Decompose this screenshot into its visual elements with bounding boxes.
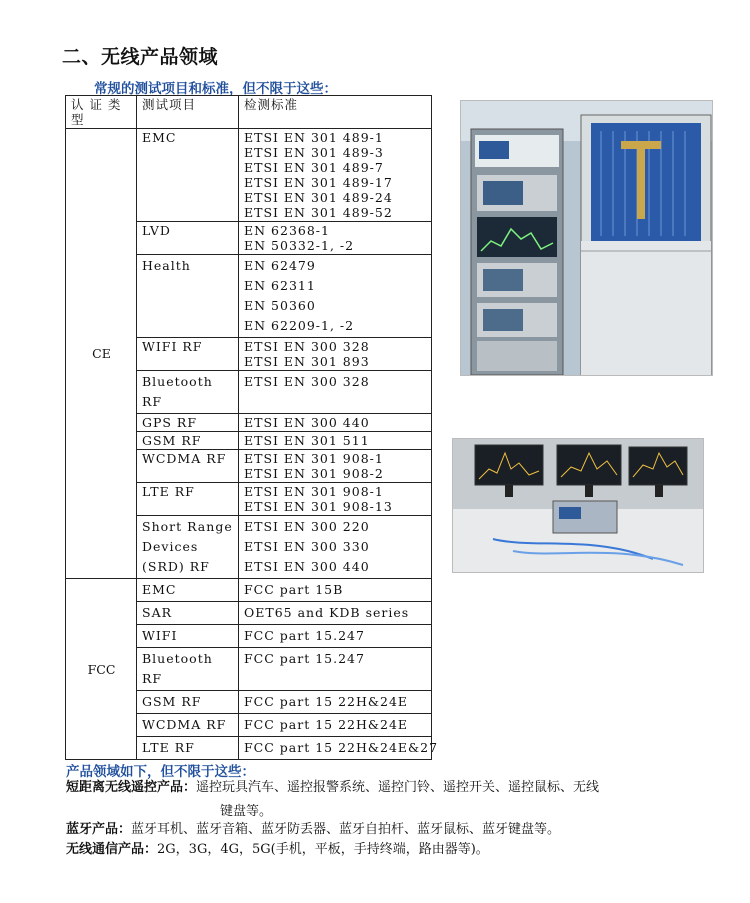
test-item-cell: LTE RF <box>137 737 239 760</box>
domain-item-wireless-comm <box>66 840 489 860</box>
standard-line: ETSI EN 300 220 <box>244 519 370 534</box>
standard-line: OET65 and KDB series <box>244 605 410 620</box>
test-item-cell: Bluetooth RF <box>137 648 239 691</box>
table-header-cell: 认 证 类 型 <box>66 96 137 129</box>
test-item-cell: SAR <box>137 602 239 625</box>
standard-line: EN 50360 <box>244 298 316 313</box>
test-item-cell: Bluetooth RF <box>137 371 239 414</box>
standard-cell <box>239 222 432 255</box>
standard-line: FCC part 15 22H&24E <box>244 694 409 709</box>
table-row <box>66 579 432 602</box>
domain-item-continuation: 键盘等。 <box>220 804 273 819</box>
domain-label: 无线通信产品： <box>66 842 158 857</box>
certification-type-cell: FCC <box>66 579 137 760</box>
domain-item-short-range <box>66 778 599 798</box>
spectrum-monitor-bench-photo <box>452 438 704 573</box>
table-header-cell: 测试项目 <box>137 96 239 129</box>
standard-line: ETSI EN 301 893 <box>244 354 370 369</box>
standard-cell <box>239 414 432 432</box>
certification-type-cell: CE <box>66 129 137 579</box>
table-header-cell: 检测标准 <box>239 96 432 129</box>
standard-cell <box>239 255 432 338</box>
section-heading: 二、无线产品领域 <box>62 46 219 68</box>
standard-line: ETSI EN 301 908-1 <box>244 451 384 466</box>
standard-line: ETSI EN 300 328 <box>244 374 370 389</box>
test-item-cell: EMC <box>137 579 239 602</box>
standard-line: FCC part 15 22H&24E <box>244 717 409 732</box>
standard-line: ETSI EN 301 489-17 <box>244 175 393 190</box>
test-item-cell: GPS RF <box>137 414 239 432</box>
test-item-cell: WIFI RF <box>137 338 239 371</box>
table-header-row <box>66 96 432 129</box>
table-caption: 常规的测试项目和标准，但不限于这些： <box>94 81 337 97</box>
test-item-cell: LTE RF <box>137 483 239 516</box>
standard-line: ETSI EN 300 328 <box>244 339 370 354</box>
test-item-cell: EMC <box>137 129 239 222</box>
domain-label: 短距离无线遥控产品： <box>66 780 197 795</box>
domain-text: 遥控玩具汽车、遥控报警系统、遥控门铃、遥控开关、遥控鼠标、无线 <box>196 780 600 795</box>
standard-cell <box>239 691 432 714</box>
standard-cell <box>239 516 432 579</box>
standard-line: EN 62311 <box>244 278 316 293</box>
test-item-cell: WCDMA RF <box>137 450 239 483</box>
certification-table <box>65 95 439 760</box>
test-item-cell: WIFI <box>137 625 239 648</box>
standard-cell <box>239 714 432 737</box>
standard-cell <box>239 579 432 602</box>
standard-line: ETSI EN 300 440 <box>244 559 370 574</box>
standard-cell <box>239 338 432 371</box>
standard-cell <box>239 450 432 483</box>
test-item-cell: Short Range Devices (SRD) RF <box>137 516 239 579</box>
standard-line: ETSI EN 301 908-13 <box>244 499 393 514</box>
standard-cell <box>239 371 432 414</box>
standard-line: ETSI EN 301 489-3 <box>244 145 384 160</box>
standard-cell <box>239 648 432 691</box>
standard-cell <box>239 602 432 625</box>
table-row <box>66 129 432 222</box>
standard-line: ETSI EN 301 511 <box>244 433 370 448</box>
standard-cell <box>239 432 432 450</box>
standard-line: ETSI EN 301 908-2 <box>244 466 384 481</box>
standard-line: ETSI EN 301 908-1 <box>244 484 384 499</box>
standard-line: ETSI EN 300 330 <box>244 539 370 554</box>
standard-line: FCC part 15.247 <box>244 651 365 666</box>
standard-line: ETSI EN 301 489-24 <box>244 190 393 205</box>
domain-label: 蓝牙产品： <box>66 822 132 837</box>
test-item-cell: LVD <box>137 222 239 255</box>
product-domains-heading: 产品领域如下，但不限于这些： <box>66 764 255 780</box>
standard-line: EN 62209-1, -2 <box>244 318 355 333</box>
test-item-cell: GSM RF <box>137 432 239 450</box>
standard-cell <box>239 483 432 516</box>
standard-line: FCC part 15B <box>244 582 344 597</box>
standard-line: FCC part 15 22H&24E&27 <box>244 740 439 755</box>
standard-cell <box>239 737 439 760</box>
domain-text: 蓝牙耳机、蓝牙音箱、蓝牙防丢器、蓝牙自拍杆、蓝牙鼠标、蓝牙键盘等。 <box>131 822 561 837</box>
standard-line: FCC part 15.247 <box>244 628 365 643</box>
test-item-cell: GSM RF <box>137 691 239 714</box>
standard-cell <box>239 129 432 222</box>
standard-cell <box>239 625 432 648</box>
test-item-cell: Health <box>137 255 239 338</box>
standard-line: EN 62479 <box>244 258 316 273</box>
standard-line: ETSI EN 301 489-52 <box>244 205 393 220</box>
domain-item-bluetooth <box>66 820 560 840</box>
standard-line: ETSI EN 301 489-7 <box>244 160 384 175</box>
standard-line: ETSI EN 301 489-1 <box>244 130 384 145</box>
domain-text: 2G，3G，4G，5G(手机，平板，手持终端，路由器等)。 <box>157 842 489 857</box>
test-item-cell: WCDMA RF <box>137 714 239 737</box>
standard-line: EN 50332-1, -2 <box>244 238 355 253</box>
standard-line: ETSI EN 300 440 <box>244 415 370 430</box>
standard-line: EN 62368-1 <box>244 223 330 238</box>
test-equipment-rack-photo <box>460 100 713 376</box>
